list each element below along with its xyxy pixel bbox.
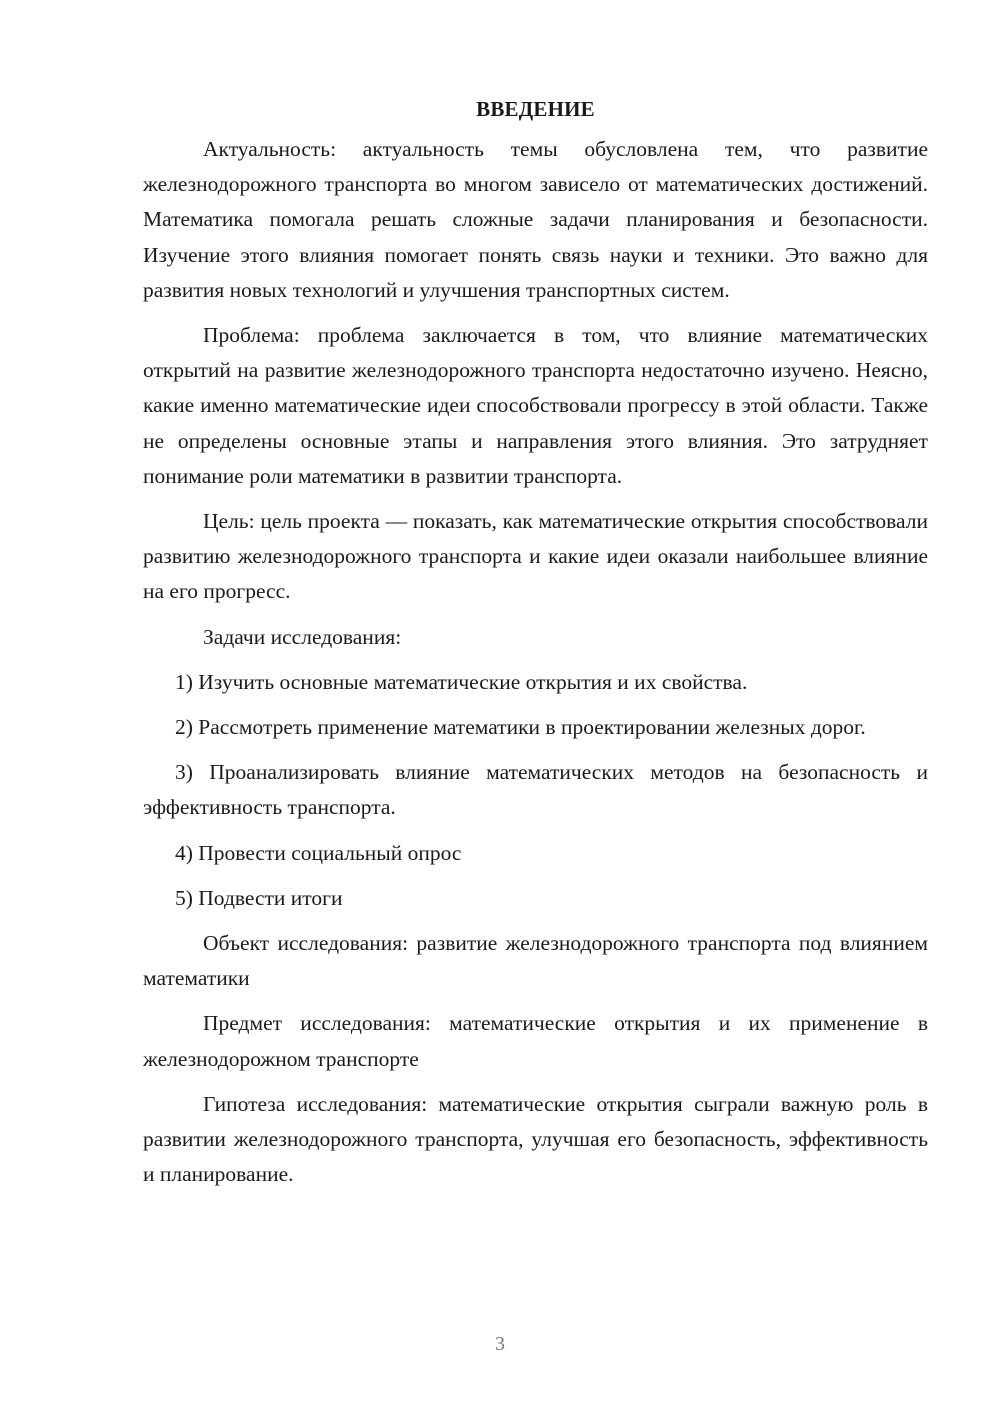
paragraph-object: Объект исследования: развитие железнодорожного транспорта под влиянием математики: [143, 931, 928, 991]
task-item-3: 3) Проанализировать влияние математических методов на безопасность и эффективность транспорта.: [143, 760, 928, 820]
section-title: ВВЕДЕНИЕ: [476, 97, 595, 121]
task-item-1: 1) Изучить основные математические открытия и их свойства.: [175, 669, 748, 694]
paragraph-goal: Цель: цель проекта — показать, как математические открытия способствовали развитию железнодорожного транспорта и какие идеи оказали наибольшее влияние на его прогресс.: [143, 509, 928, 604]
document-page: [143, 92, 928, 1202]
task-item-2: 2) Рассмотреть применение математики в проектировании железных дорог.: [175, 715, 866, 740]
paragraph-hypothesis: Гипотеза исследования: математические открытия сыграли важную роль в развитии железнодорожного транспорта, улучшая его безопасность, эффективность и планирование.: [143, 1091, 928, 1187]
paragraph-relevance: Актуальность: актуальность темы обусловлена тем, что развитие железнодорожного транспорта во многом зависело от математических достижений. Математика помогала решать сложные задачи планирования и безопасности. Изучение этого влияния помогает понять связь науки и техники. Это важно для развития новых технологий и улучшения транспортных систем.: [143, 137, 928, 302]
paragraph-problem: Проблема: проблема заключается в том, что влияние математических открытий на развитие железнодорожного транспорта недостаточно изучено. Неясно, какие именно математические идеи способствовали прогрессу в этой области. Также не определены основные этапы и направления этого влияния. Это затрудняет понимание роли математики в развитии транспорта.: [143, 323, 928, 488]
paragraph-tasks-heading: Задачи исследования:: [203, 624, 402, 649]
paragraph-subject: Предмет исследования: математические открытия и их применение в железнодорожном транспорте: [143, 1011, 928, 1071]
task-item-5: 5) Подвести итоги: [175, 885, 343, 910]
page-number: 3: [495, 1333, 505, 1355]
task-item-4: 4) Провести социальный опрос: [175, 840, 462, 865]
